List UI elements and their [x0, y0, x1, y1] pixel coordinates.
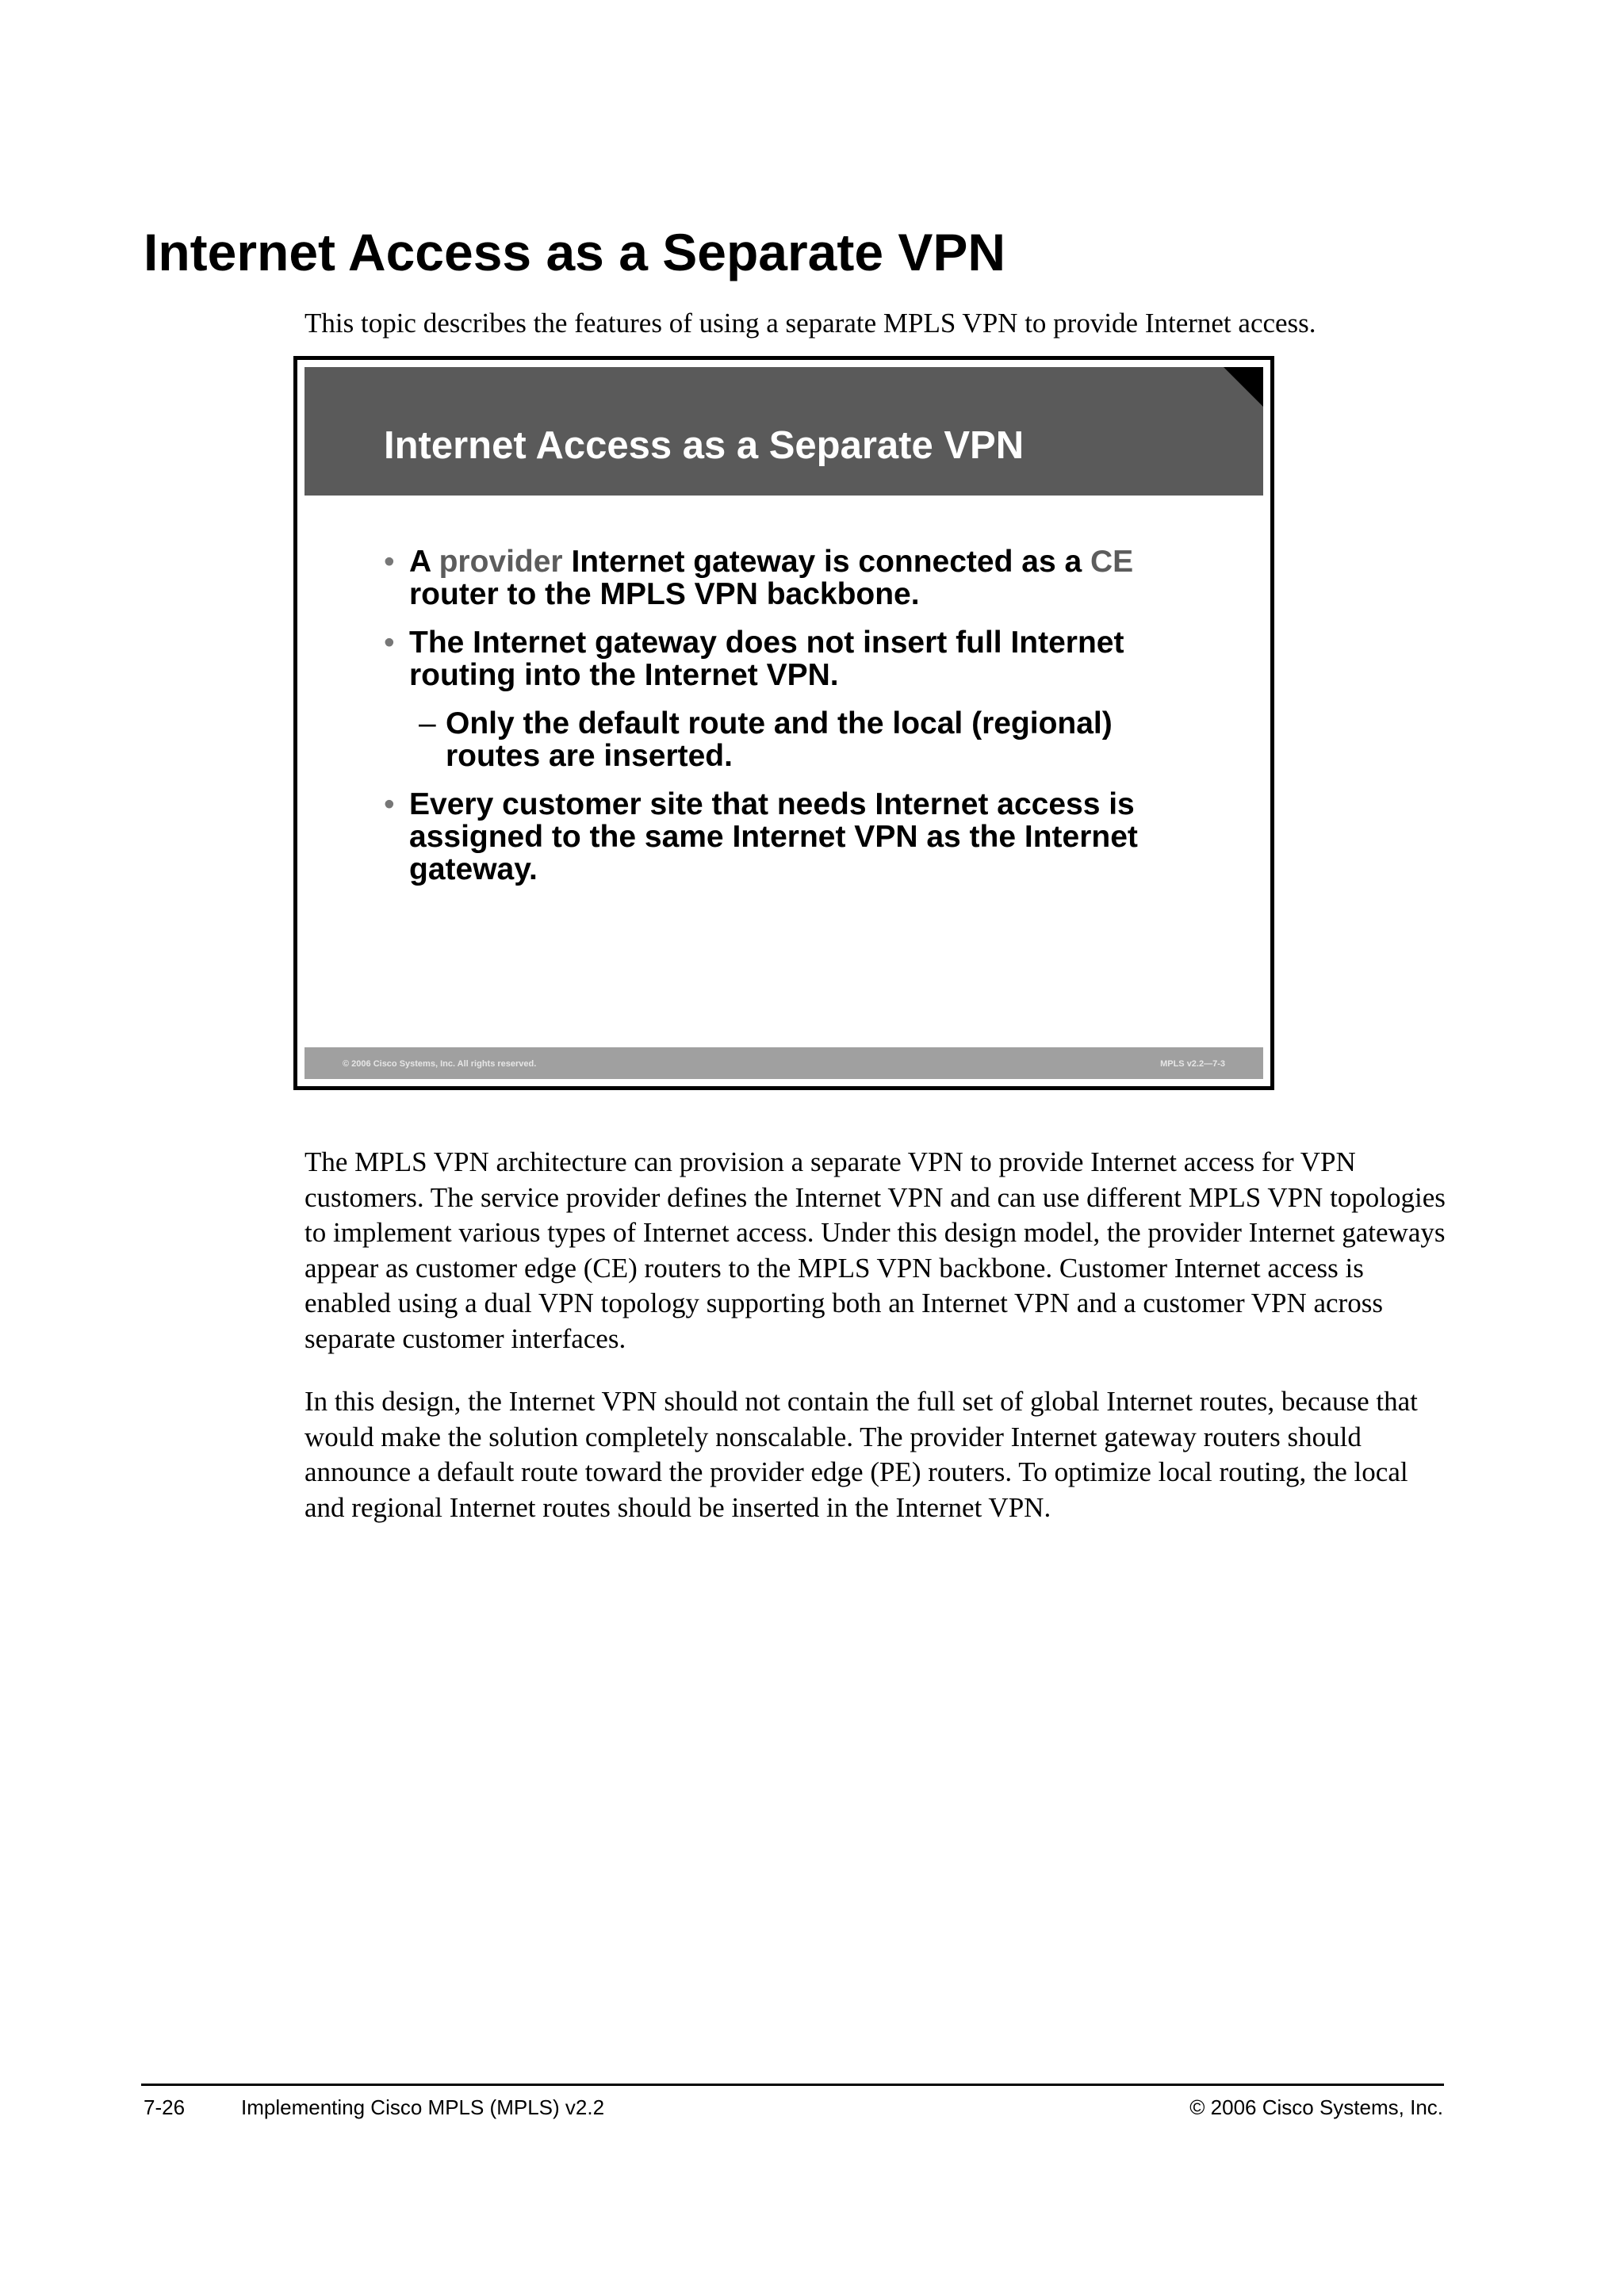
slide-bullet: [384, 545, 1201, 610]
bullet-dot: •: [384, 787, 395, 821]
book-title: Implementing Cisco MPLS (MPLS) v2.2: [241, 2095, 605, 2119]
bullet-dot: •: [384, 626, 395, 660]
footer-rule: [141, 2084, 1444, 2086]
slide-bullet: [384, 788, 1201, 886]
bullet-text-part: Internet gateway is connected as a: [562, 545, 1091, 579]
slide-copyright: © 2006 Cisco Systems, Inc. All rights reserved.: [343, 1059, 537, 1069]
body-paragraph: In this design, the Internet VPN should not contain the full set of global Internet routes, because that would make the solution completely nonscalable. The provider Internet gateway routers should announce a default route toward the provider edge (PE) routers. To optimize local routing, the local and regional Internet routes should be inserted in the Internet VPN.: [304, 1386, 1418, 1523]
copyright-notice: © 2006 Cisco Systems, Inc.: [1189, 2095, 1443, 2119]
highlight-ce: CE: [1090, 545, 1134, 579]
slide-title: Internet Access as a Separate VPN: [384, 424, 1025, 467]
page-number: 7-26: [144, 2095, 186, 2119]
slide-sub-bullet: [384, 707, 1201, 772]
bullet-text: Every customer site that needs Internet access is assigned to the same Internet VPN as the Internet gateway.: [409, 787, 1138, 886]
bullet-text-part: A: [409, 545, 439, 579]
bullet-text: The Internet gateway does not insert full Internet routing into the Internet VPN.: [409, 626, 1124, 692]
sub-bullet-dash: –: [419, 706, 436, 740]
slide-footer-bar: [304, 1047, 1263, 1079]
slide-content: [304, 367, 1263, 1079]
sub-bullet-text: Only the default route and the local (regional) routes are inserted.: [446, 706, 1113, 773]
slide-bullet: [384, 626, 1201, 691]
intro-text: This topic describes the features of using a separate MPLS VPN to provide Internet access.: [304, 308, 1316, 339]
slide-corner-triangle: [1224, 367, 1263, 407]
bullet-text-part: router to the MPLS VPN backbone.: [409, 577, 920, 611]
slide-title-banner: [304, 367, 1263, 496]
highlight-provider: provider: [439, 545, 563, 579]
bullet-dot: •: [384, 545, 395, 579]
slide-figure: [293, 356, 1274, 1090]
slide-bullet-list: [384, 545, 1201, 901]
body-paragraph: The MPLS VPN architecture can provision a separate VPN to provide Internet access for VPN customers. The service provider defines the Internet VPN and can use different MPLS VPN topologies to implement various types of Internet access. Under this design model, the provider Internet gateways appear as customer edge (CE) routers to the MPLS VPN backbone. Customer Internet access is enabled using a dual VPN topology supporting both an Internet VPN and a customer VPN across separate customer interfaces.: [304, 1146, 1446, 1354]
page-heading: Internet Access as a Separate VPN: [144, 223, 1006, 281]
slide-number: MPLS v2.2—7-3: [1160, 1059, 1225, 1069]
